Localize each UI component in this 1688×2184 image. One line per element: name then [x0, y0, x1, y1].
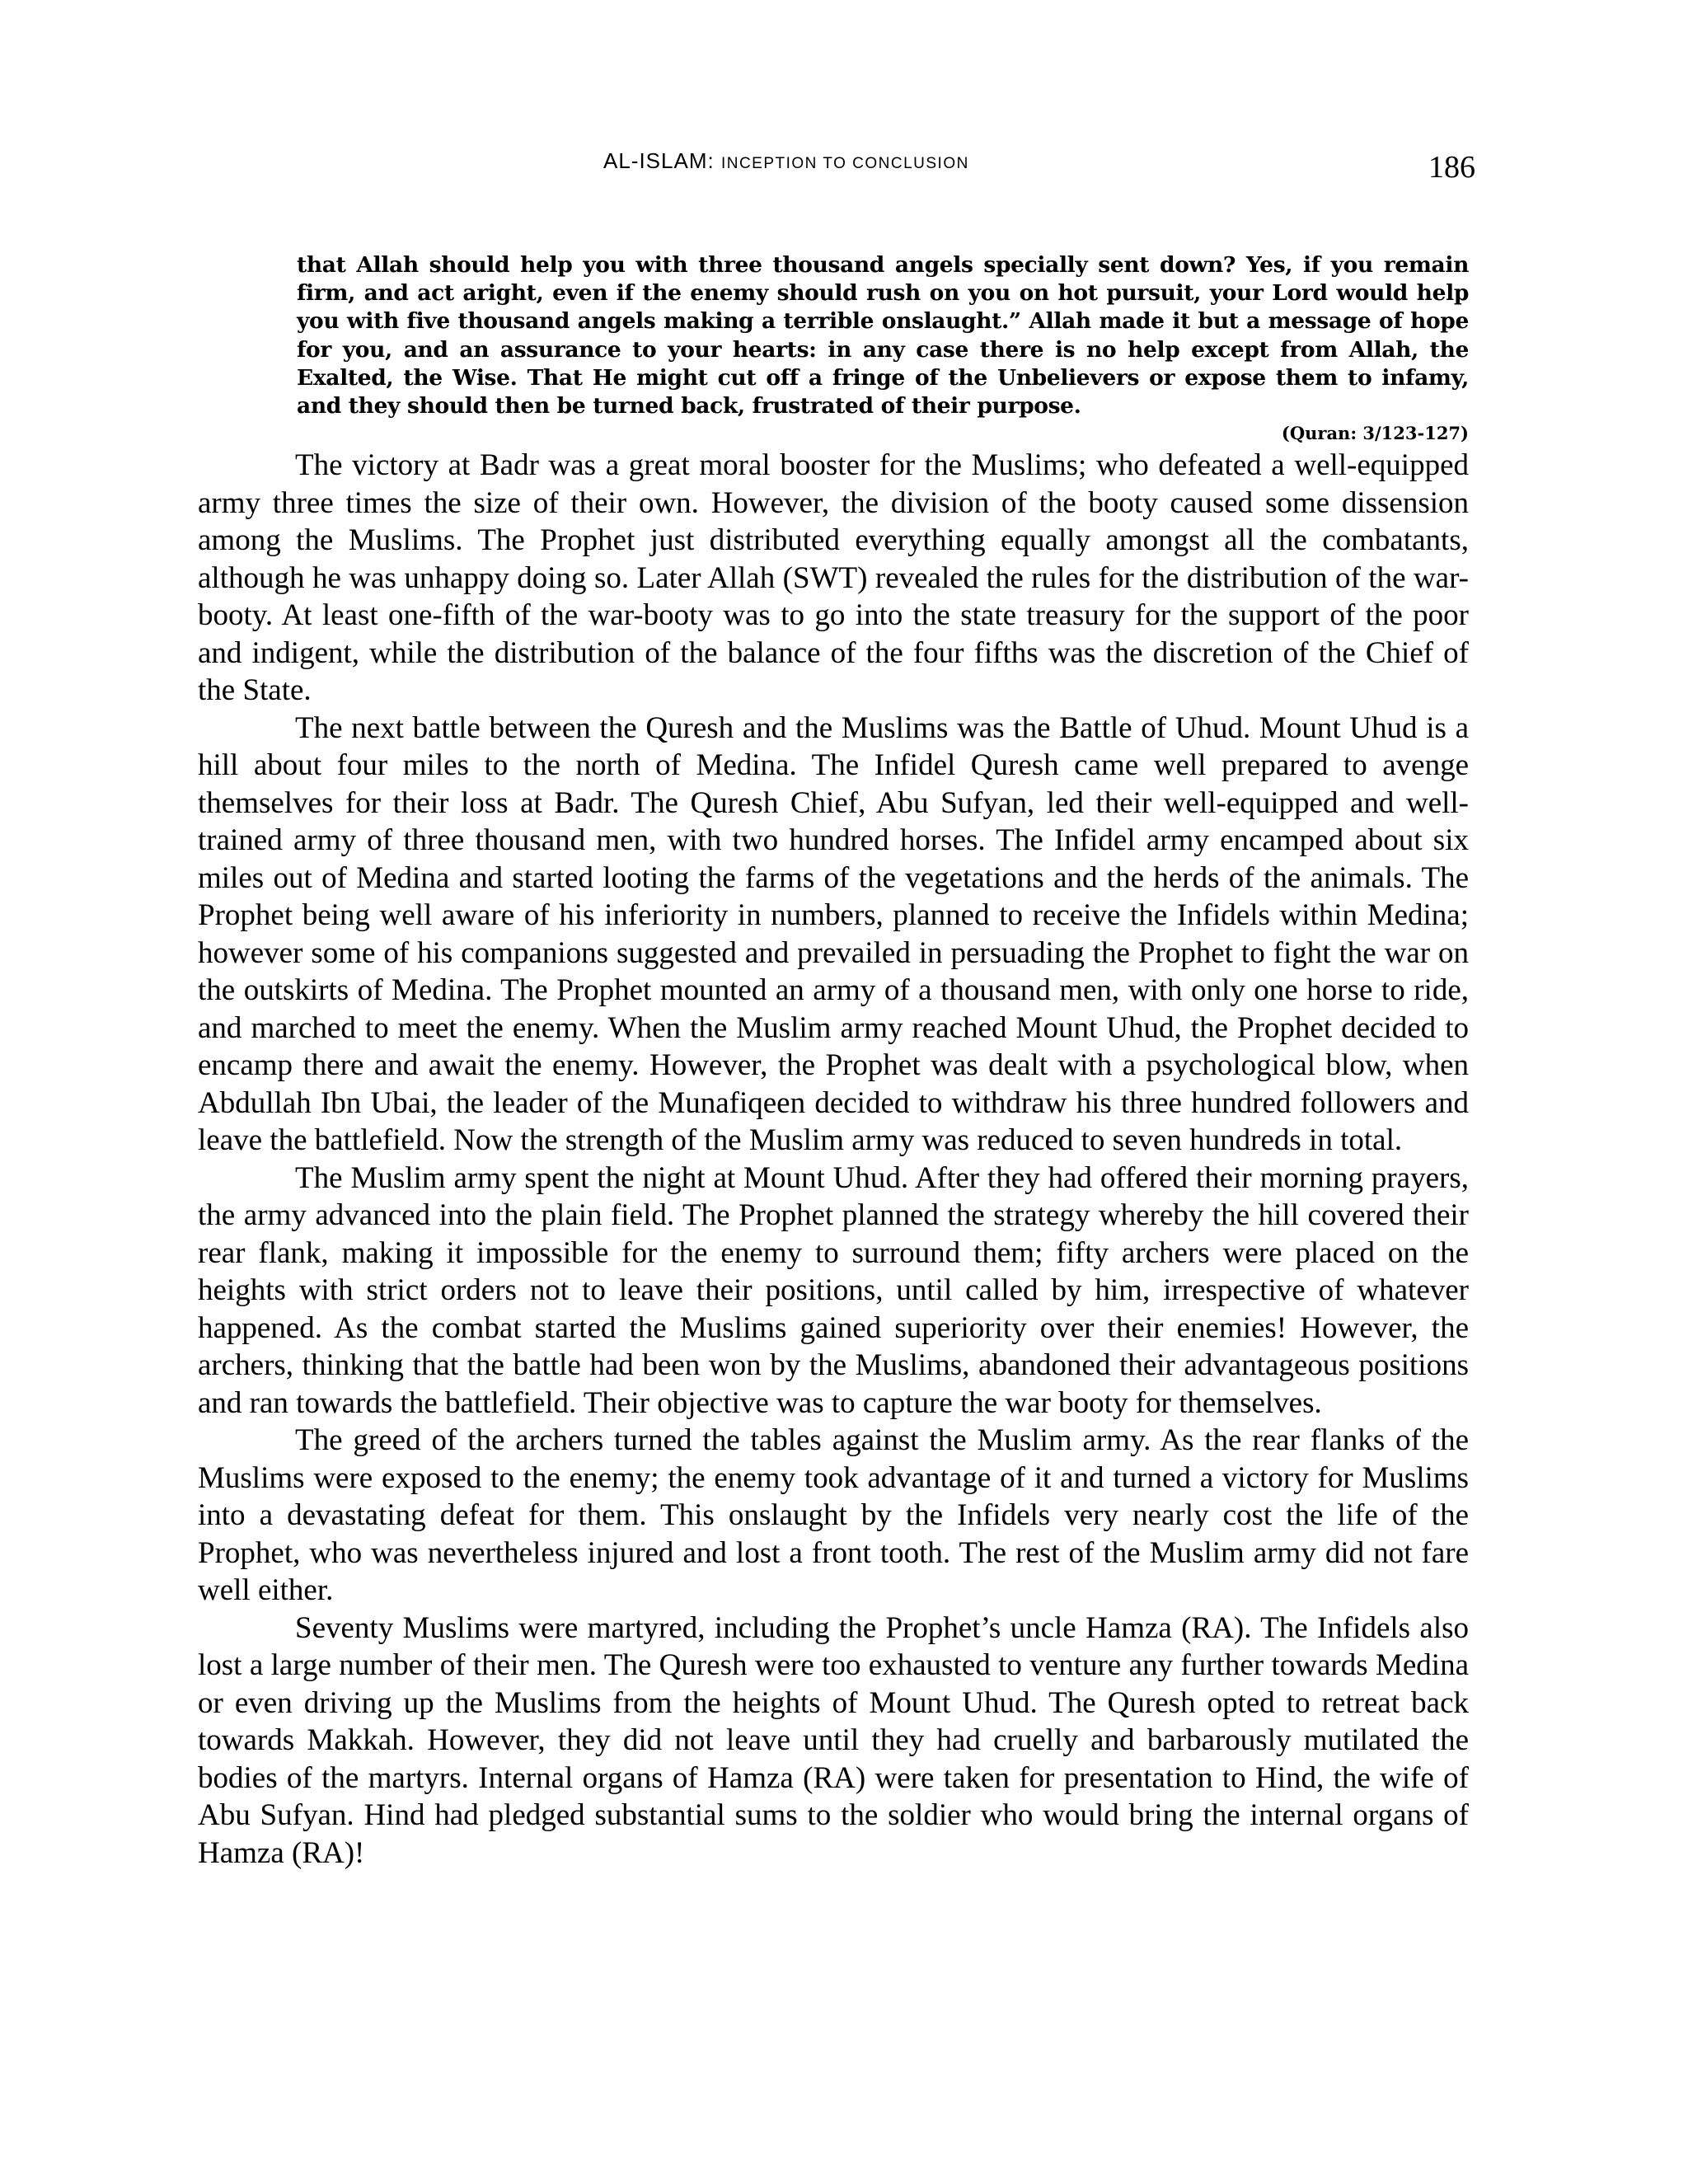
paragraph-uhud-strategy: The Muslim army spent the night at Mount Uhud. After they had offered their morning prayers, the army advanced into the plain field. The Prophet planned the strategy whereby the hill covered their rear flank, making it impossible for the enemy to surround them; fifty archers were placed on the heights with strict orders not to leave their positions, until called by him, irrespective of whatever happened. As the combat started the Muslims gained superiority over their enemies! However, the archers, thinking that the battle had been won by the Muslims, abandoned their advantageous positions and ran towards the battlefield. Their objective was to capture the war booty for themselves.	[198, 1160, 1469, 1420]
paragraph-martyrs: Seventy Muslims were martyred, including the Prophet’s uncle Hamza (RA). The Infidels also lost a large number of their men. The Quresh were too exhausted to venture any further towards Medina or even driving up the Muslims from the heights of Mount Uhud. The Quresh opted to retreat back towards Makkah. However, they did not leave until they had cruelly and barbarously mutilated the bodies of the martyrs. Internal organs of Hamza (RA) were taken for presentation to Hind, the wife of Abu Sufyan. Hind had pledged substantial sums to the soldier who would bring the internal organs of Hamza (RA)!	[198, 1610, 1469, 1870]
quran-quote-block	[297, 251, 1469, 447]
book-title-subtitle: INCEPTION TO CONCLUSION	[720, 155, 969, 172]
paragraph-battle-of-uhud: The next battle between the Quresh and the Muslims was the Battle of Uhud. Mount Uhud is a hill about four miles to the north of Medina. The Infidel Quresh came well prepared to avenge themselves for their loss at Badr. The Quresh Chief, Abu Sufyan, led their well-equipped and well-trained army of three thousand men, with two hundred horses. The Infidel army encamped about six miles out of Medina and started looting the farms of the vegetations and the herds of the animals. The Prophet being well aware of his inferiority in numbers, planned to receive the Infidels within Medina; however some of his companions suggested and prevailed in persuading the Prophet to fight the war on the outskirts of Medina. The Prophet mounted an army of a thousand men, with only one horse to ride, and marched to meet the enemy. When the Muslim army reached Mount Uhud, the Prophet decided to encamp there and await the enemy. However, the Prophet was dealt with a psychological blow, when Abdullah Ibn Ubai, the leader of the Munafiqeen decided to withdraw his three hundred followers and leave the battlefield. Now the strength of the Muslim army was reduced to seven hundreds in total.	[198, 710, 1469, 1157]
quran-quote-text: that Allah should help you with three thousand angels specially sent down? Yes, if you remain firm, and act aright, even if the enemy should rush on you on hot pursuit, your Lord would help you with five thousand angels making a terrible onslaught.” Allah made it but a message of hope for you, and an assurance to your hearts: in any case there is no help except from Allah, the Exalted, the Wise. That He might cut off a fringe of the Unbelievers or expose them to infamy, and they should then be turned back, frustrated of their purpose.	[297, 252, 1469, 419]
paragraph-archers-greed: The greed of the archers turned the tables against the Muslim army. As the rear flanks of the Muslims were exposed to the enemy; the enemy took advantage of it and turned a victory for Muslims into a devastating defeat for them. This onslaught by the Infidels very nearly cost the life of the Prophet, who was nevertheless injured and lost a front tooth. The rest of the Muslim army did not fare well either.	[198, 1423, 1469, 1607]
paragraph-badr-victory: The victory at Badr was a great moral booster for the Muslims; who defeated a well-equipped army three times the size of their own. However, the division of the booty caused some dissension among the Muslims. The Prophet just distributed everything equally amongst all the combatants, although he was unhappy doing so. Later Allah (SWT) revealed the rules for the distribution of the war-booty. At least one-fifth of the war-booty was to go into the state treasury for the support of the poor and indigent, while the distribution of the balance of the four fifths was the discretion of the Chief of the State.	[198, 448, 1469, 707]
body-text	[198, 447, 1469, 1872]
running-header	[0, 147, 1688, 188]
quran-citation: (Quran: 3/123-127)	[1281, 423, 1469, 444]
book-title	[603, 147, 969, 178]
book-title-prefix: AL-ISLAM:	[603, 148, 721, 173]
page-number: 186	[1428, 150, 1475, 185]
